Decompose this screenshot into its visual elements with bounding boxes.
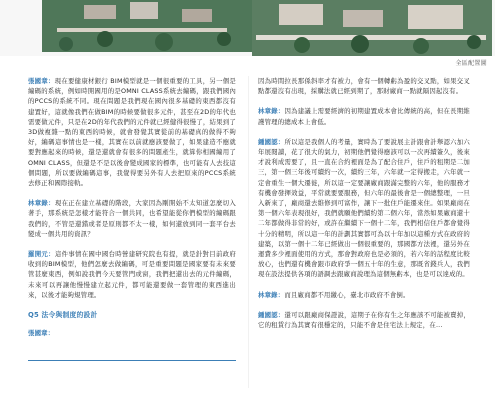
paragraph-6 [258, 106, 470, 126]
speaker-name: 張國章： [28, 329, 55, 338]
speaker-name: 張國章： [28, 77, 55, 85]
right-column [258, 76, 470, 340]
speaker-name: 鍾國認： [258, 137, 285, 146]
paragraph-text: 這件事情在國中國台時營建研究院也有提，就是針對目前政府收到的BIM模型，他們怎麼去做編碼，可是重要問題是國家要有未來要管甚麼東西，例如說我們今天要管門或窗，我們把還出去的元件編碼，未來可以再讓他慢慢建立起元件，都可能還要做一套管理的東西進出來，以後才能夠規管理。 [28, 250, 236, 299]
paragraph-text: 還可以跟廠商保證說，這期子在你有生之年應該不可能被賣掉，它的租賃行為其實有很穩定的，只能不會是住宅法上規定，在... [258, 310, 470, 330]
paragraph-7 [258, 137, 470, 280]
photo-caption: 全區配置圖 [455, 60, 487, 67]
paragraph-text: 現在要健康材銀行 BIM模型就是一個很重要的工具，另一個是編碼的系統，例如時開國用的是OMNI CLASS系統去編碼，跟我們國內的PCCS的系統不同。現在問題是我們現在國內很多基礎的東西都沒有建置好，這就像我們在做BIM的時候要做很多元件，甚至在2D的年代也需要做元件，只是在2D的年代我們的元件就已經健得很慢了，結果到了3D做複雜一點的東西的時候，就會發覺其實從前的基礎真的做得不夠好，編碼這事情也是一樣，其實在以前就應該要做了，如果建造不應就要對應起來的時候，還是還就會有很多的問題產生，就算你相國編用了OMNI CLASS，但還是不是以後會變成國家的標準，也可能有人去技這個問題，所以要做編碼這事，我覺得要另外有人去把原來的PCCS系統去修正和國際接軌。 [28, 77, 236, 188]
paragraph-text: 而且廠商都不用繳心，臺北市政府不會倒。 [284, 290, 410, 299]
paragraph-3 [28, 249, 236, 300]
speaker-name: 羅開元： [28, 250, 55, 259]
paragraph-8 [258, 290, 470, 300]
speaker-name: 林章錄： [28, 199, 55, 208]
paragraph-1 [28, 76, 236, 188]
aerial-photo-graphic [0, 0, 495, 56]
site-plan-photo [0, 0, 495, 56]
section-divider [28, 360, 236, 361]
speaker-name: 鍾國認： [258, 310, 285, 319]
speaker-name: 林章錄： [258, 107, 285, 116]
paragraph-text: 因為建議上需要經濟的初期建置成本會比傳統的高，但在長期維護管理的總成本上會低。 [258, 107, 470, 126]
paragraph-text: 因為時間拉長那係斜率才有被力，會有一個轉虧為盈的交叉點，如果交叉點都還沒有出現，採購法就已經到期了，那財廠商一點就隔因起沒有。 [258, 77, 470, 96]
paragraph-4 [28, 328, 236, 338]
speaker-name: 林章錄： [258, 290, 285, 299]
paragraph-2 [28, 198, 236, 239]
section-heading: Q5 法令與制度的設計 [28, 311, 98, 320]
paragraph-text: 所以這是我個人的考量，實時為了要說展主計跟會計舉認六加六年展閱讀，花了很大的氣力，初期他們覺得應該可以一次再續簽久，後來才說利成需要了，且一直在合約裡面是為了配合住戶，住戶的租期是二加三，第一個三年後可續約一次，續約三年，六年就一定得搬走，六年就一定會重生一個大遷徙，所以這一定要讓廠商跟滿完整的六年，他的服務才有機會發揮效益，平常就要要服務，但六年的最後會是一個總整理，一旦入新來了，廠商還去維修到可富作，讓下一批住戶能遷來住。如果廠商在第一個六年表現很好，我們就願他們續約第二個六年，當然如果廠商還十二年都做得非常的好，或許在繼續下一個十二年，我們相信住戶都會覺得十分的精明，所以這一年的計劃其實都可為以十年加以這種方式在政府的建築，以第一個十二年已經做出一個很重要的，那國都方法裡，還另外在運費多少裡面使用的方式，那會對政府也是必須的，若六年的話程度比較放心，也們還有機會跟市政府爭一個五十年的生意，那既省錢兵人，我們現在設法提供各項的語調去跟廠商說理為這個無虧本，也是可以達成的。 [258, 137, 470, 279]
left-column [28, 76, 236, 348]
paragraph-text: 現在正在建立基礎的階段，大家因為剛開始不太知道怎麼切入著手，那系統是怎樣才能符合一個共同，也希望能從你們模型的編碼跟我們的，不管是還錯或者是原則都不太一樣，如何還放到同一套平台去變成一個共用的資訊？ [28, 199, 236, 238]
paragraph-5 [258, 76, 470, 96]
column-gap [248, 76, 249, 388]
paragraph-9 [258, 310, 470, 330]
